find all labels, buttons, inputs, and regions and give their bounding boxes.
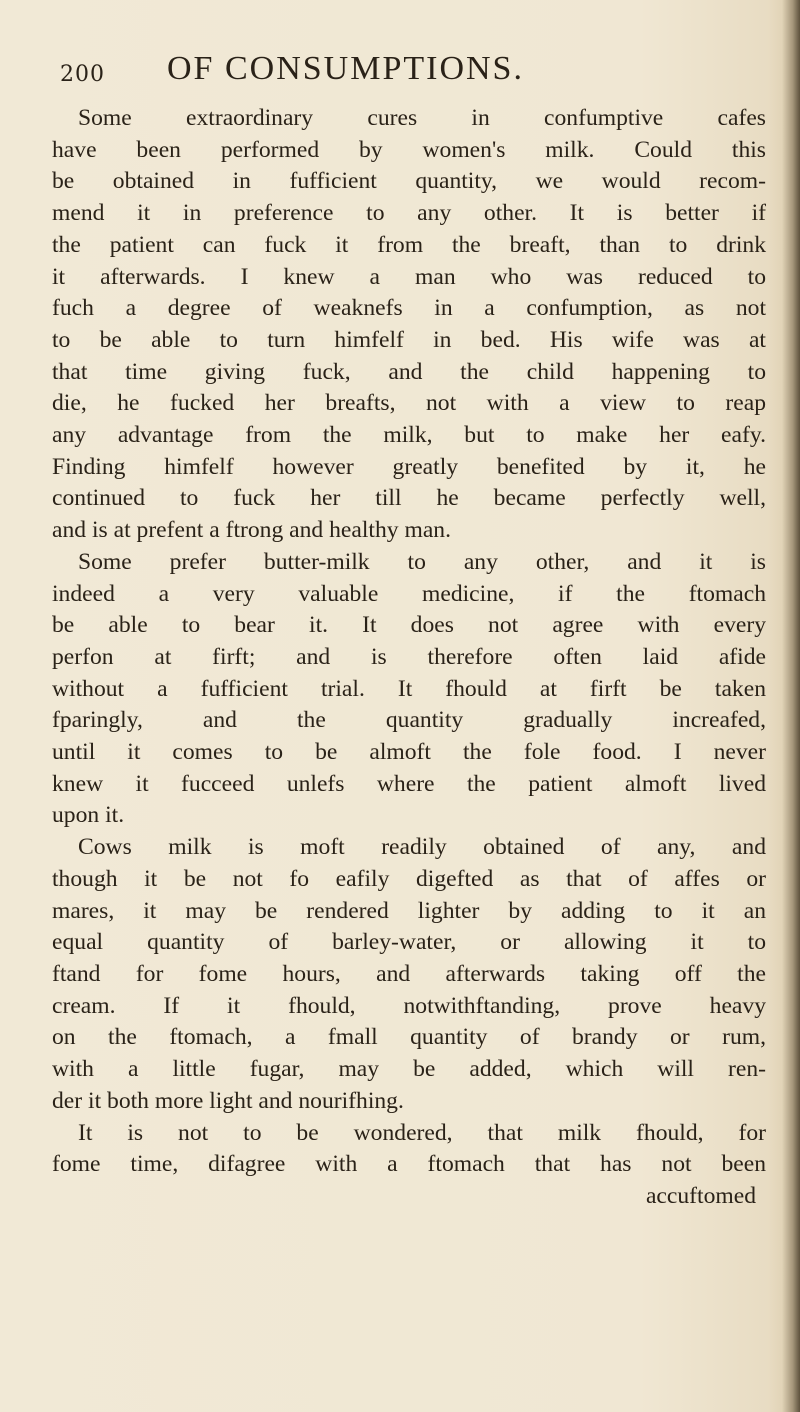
text-line: though it be not fo eafily digefted as that of affes or [52, 865, 766, 892]
text-line: with a little fugar, may be added, which will ren- [52, 1056, 766, 1083]
text-line: that time giving fuck, and the child happening to [52, 358, 766, 385]
text-line: die, he fucked her breafts, not with a view to reap [52, 390, 766, 417]
text-line: any advantage from the milk, but to make her eafy. [52, 422, 766, 449]
text-line: It is not to be wondered, that milk fhould, for [78, 1119, 766, 1146]
text-line: Some extraordinary cures in confumptive cafes [78, 105, 766, 131]
text-line: knew it fucceed unlefs where the patient almoft lived [52, 770, 766, 797]
body-text [52, 103, 766, 1213]
page-edge-shadow [782, 0, 800, 1412]
text-line: be obtained in fufficient quantity, we would recom- [52, 168, 766, 195]
text-line: mend it in preference to any other. It is better if [52, 200, 766, 227]
text-line: the patient can fuck it from the breaft, than to drink [52, 231, 766, 258]
text-line: cream. If it fhould, notwithftanding, prove heavy [52, 992, 766, 1019]
paragraph-butter-milk [52, 547, 766, 832]
paragraph-milk-disagree [52, 1118, 766, 1181]
text-line: it afterwards. I knew a man who was reduced to [52, 263, 766, 290]
text-line: indeed a very valuable medicine, if the ftomach [52, 580, 766, 607]
text-line: have been performed by women's milk. Could this [52, 136, 766, 163]
text-line: on the ftomach, a fmall quantity of brandy or rum, [52, 1024, 766, 1051]
text-line: and is at prefent a ftrong and healthy man. [52, 517, 451, 544]
text-line: Cows milk is moft readily obtained of any, and [78, 834, 766, 861]
text-line: der it both more light and nourifhing. [52, 1087, 404, 1114]
text-line: be able to bear it. It does not agree with every [52, 612, 766, 639]
text-line: fparingly, and the quantity gradually increafed, [52, 707, 766, 734]
text-line: equal quantity of barley-water, or allowing it to [52, 929, 766, 956]
text-line: without a fufficient trial. It fhould at firft be taken [52, 675, 766, 702]
text-line: fome time, difagree with a ftomach that has not been [52, 1151, 766, 1178]
text-line: perfon at firft; and is therefore often laid afide [52, 643, 766, 670]
text-line: Finding himfelf however greatly benefited by it, he [52, 453, 766, 480]
text-line: continued to fuck her till he became perfectly well, [52, 485, 766, 512]
text-line: fuch a degree of weaknefs in a confumption, as not [52, 295, 766, 322]
text-line: Some prefer butter-milk to any other, and it is [78, 548, 766, 575]
catchword: accuftomed [645, 1182, 756, 1209]
text-line: to be able to turn himfelf in bed. His wife was at [52, 326, 766, 353]
page-header [60, 50, 760, 98]
text-line: until it comes to be almoft the fole food. I never [52, 739, 766, 766]
paragraph-womens-milk [52, 103, 766, 547]
text-line: mares, it may be rendered lighter by adding to it an [52, 897, 766, 924]
text-line: ftand for fome hours, and afterwards taking off the [52, 960, 766, 987]
text-line: upon it. [52, 802, 125, 829]
paragraph-cows-milk [52, 832, 766, 1117]
page-number: 200 [60, 62, 105, 87]
running-title: OF CONSUMPTIONS. [167, 50, 524, 87]
